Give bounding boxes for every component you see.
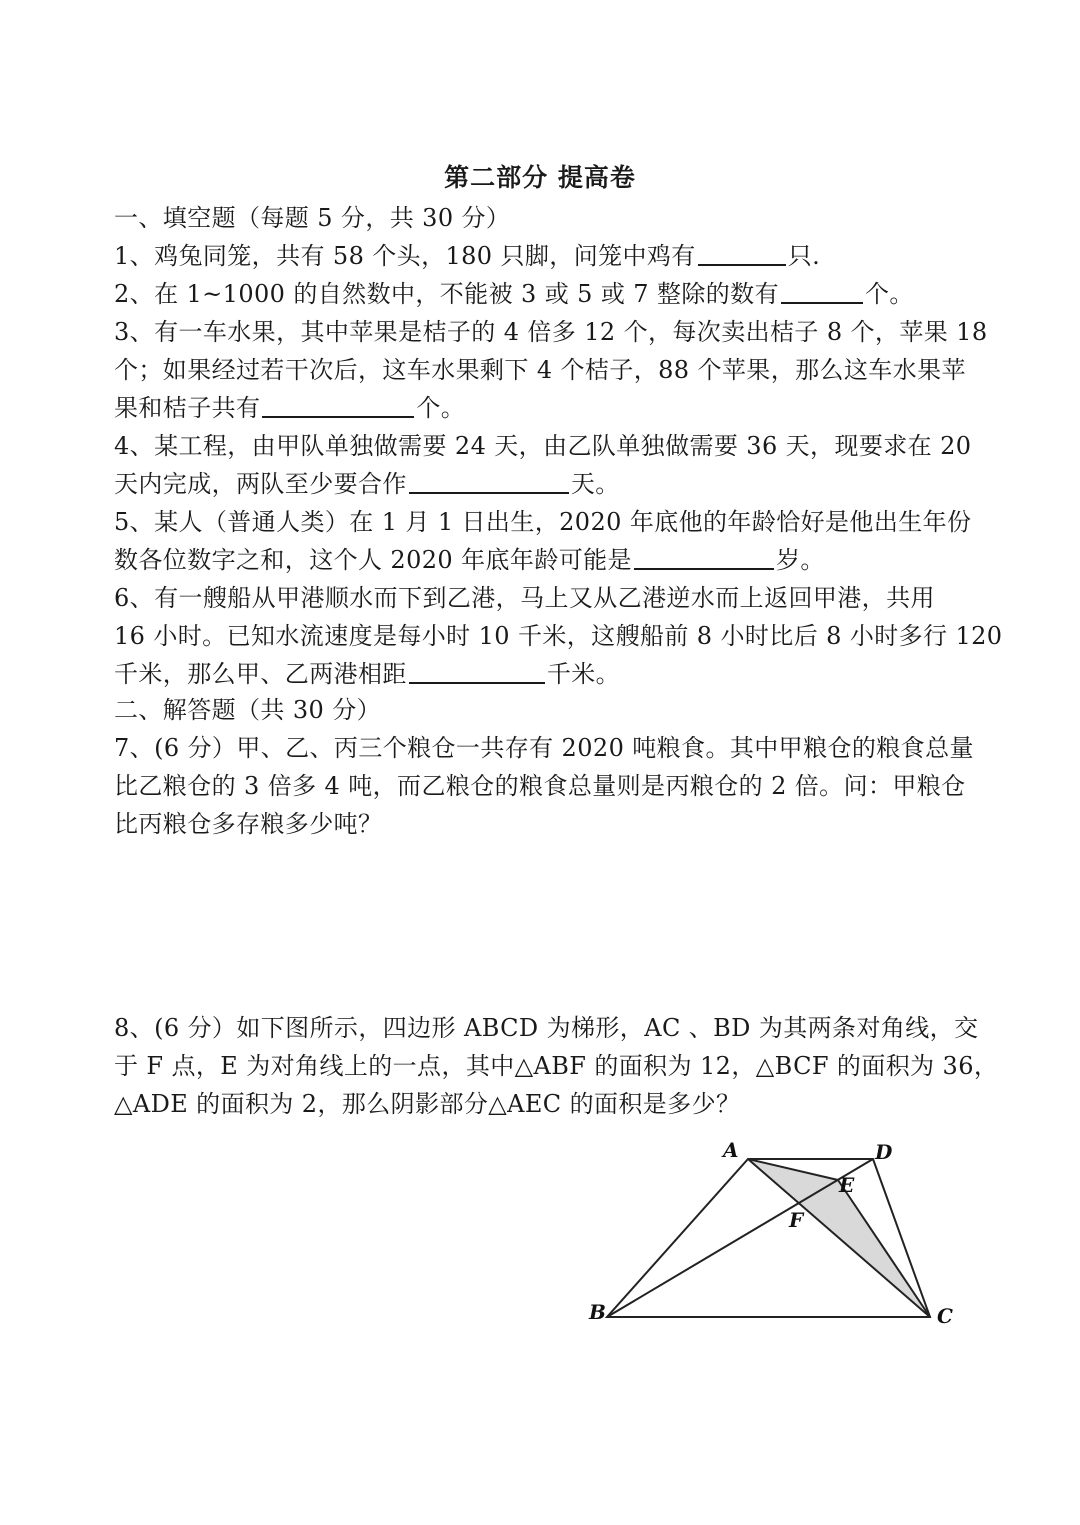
question-6-line-3 [114,656,974,693]
label-d: D [875,1140,893,1164]
question-3-line-1: 3、有一车水果，其中苹果是桔子的 4 倍多 12 个，每次卖出桔子 8 个，苹果 18 [114,318,988,346]
section2-heading: 二、解答题（共 30 分） [114,696,381,724]
q4-unit: 天。 [570,470,620,498]
question-6-line-1: 6、有一艘船从甲港顺水而下到乙港，马上又从乙港逆水而上返回甲港，共用 [114,584,935,612]
q2-text: 2、在 1~1000 的自然数中，不能被 3 或 5 或 7 整除的数有 [114,280,779,308]
question-4-line-1: 4、某工程，由甲队单独做需要 24 天，由乙队单独做需要 36 天，现要求在 20 [114,432,972,460]
question-7-line-1: 7、(6 分）甲、乙、丙三个粮仓一共存有 2020 吨粮食。其中甲粮仓的粮食总量 [114,734,974,762]
diagonal-bd [607,1159,873,1317]
q5-unit: 岁。 [775,546,825,574]
question-5-line-1: 5、某人（普通人类）在 1 月 1 日出生，2020 年底他的年龄恰好是他出生年份 [114,508,972,536]
q3-text: 果和桔子共有 [114,394,261,422]
label-b: B [589,1300,606,1324]
q2-answer-blank[interactable] [781,278,863,304]
q5-text: 数各位数字之和，这个人 2020 年底年龄可能是 [114,546,632,574]
q6-text: 千米，那么甲、乙两港相距 [114,660,407,688]
question-3-line-2: 个；如果经过若干次后，这车水果剩下 4 个桔子，88 个苹果，那么这车水果苹 [114,356,966,384]
page-title: 第二部分 提高卷 [444,163,636,192]
label-f: F [789,1208,804,1232]
label-a: A [723,1138,739,1162]
question-8-line-1: 8、(6 分）如下图所示，四边形 ABCD 为梯形，AC 、BD 为其两条对角线，交 [114,1014,979,1042]
question-7-line-3: 比丙粮仓多存粮多少吨？ [114,810,383,838]
question-6-line-2: 16 小时。已知水流速度是每小时 10 千米，这艘船前 8 小时比后 8 小时多行 120 [114,622,1003,650]
q4-text: 天内完成，两队至少要合作 [114,470,407,498]
q3-answer-blank[interactable] [262,392,414,418]
q6-answer-blank[interactable] [409,658,545,684]
q1-answer-blank[interactable] [698,240,786,266]
q1-unit: 只. [787,242,821,270]
question-8-line-2: 于 F 点，E 为对角线上的一点，其中△ABF 的面积为 12，△BCF 的面积为 36， [114,1052,999,1080]
q1-text: 1、鸡兔同笼，共有 58 个头，180 只脚，问笼中鸡有 [114,242,696,270]
label-e: E [839,1173,855,1197]
question-5-line-2 [114,542,974,579]
trapezoid-figure [585,1135,975,1335]
q6-unit: 千米。 [546,660,621,688]
q2-unit: 个。 [864,280,914,308]
question-8-line-3: △ADE 的面积为 2，那么阴影部分△AEC 的面积是多少？ [114,1090,741,1118]
question-7-line-2: 比乙粮仓的 3 倍多 4 吨，而乙粮仓的粮食总量则是丙粮仓的 2 倍。问：甲粮仓 [114,772,966,800]
q4-answer-blank[interactable] [409,468,569,494]
question-1 [114,238,974,275]
q5-answer-blank[interactable] [634,544,774,570]
question-3-line-3 [114,390,974,427]
trapezoid-abcd [607,1159,930,1317]
trapezoid-diagram [585,1135,975,1335]
q3-unit: 个。 [416,394,466,422]
question-4-line-2 [114,466,974,503]
section1-heading: 一、填空题（每题 5 分，共 30 分） [114,204,511,232]
label-c: C [937,1304,953,1328]
question-2 [114,276,974,313]
